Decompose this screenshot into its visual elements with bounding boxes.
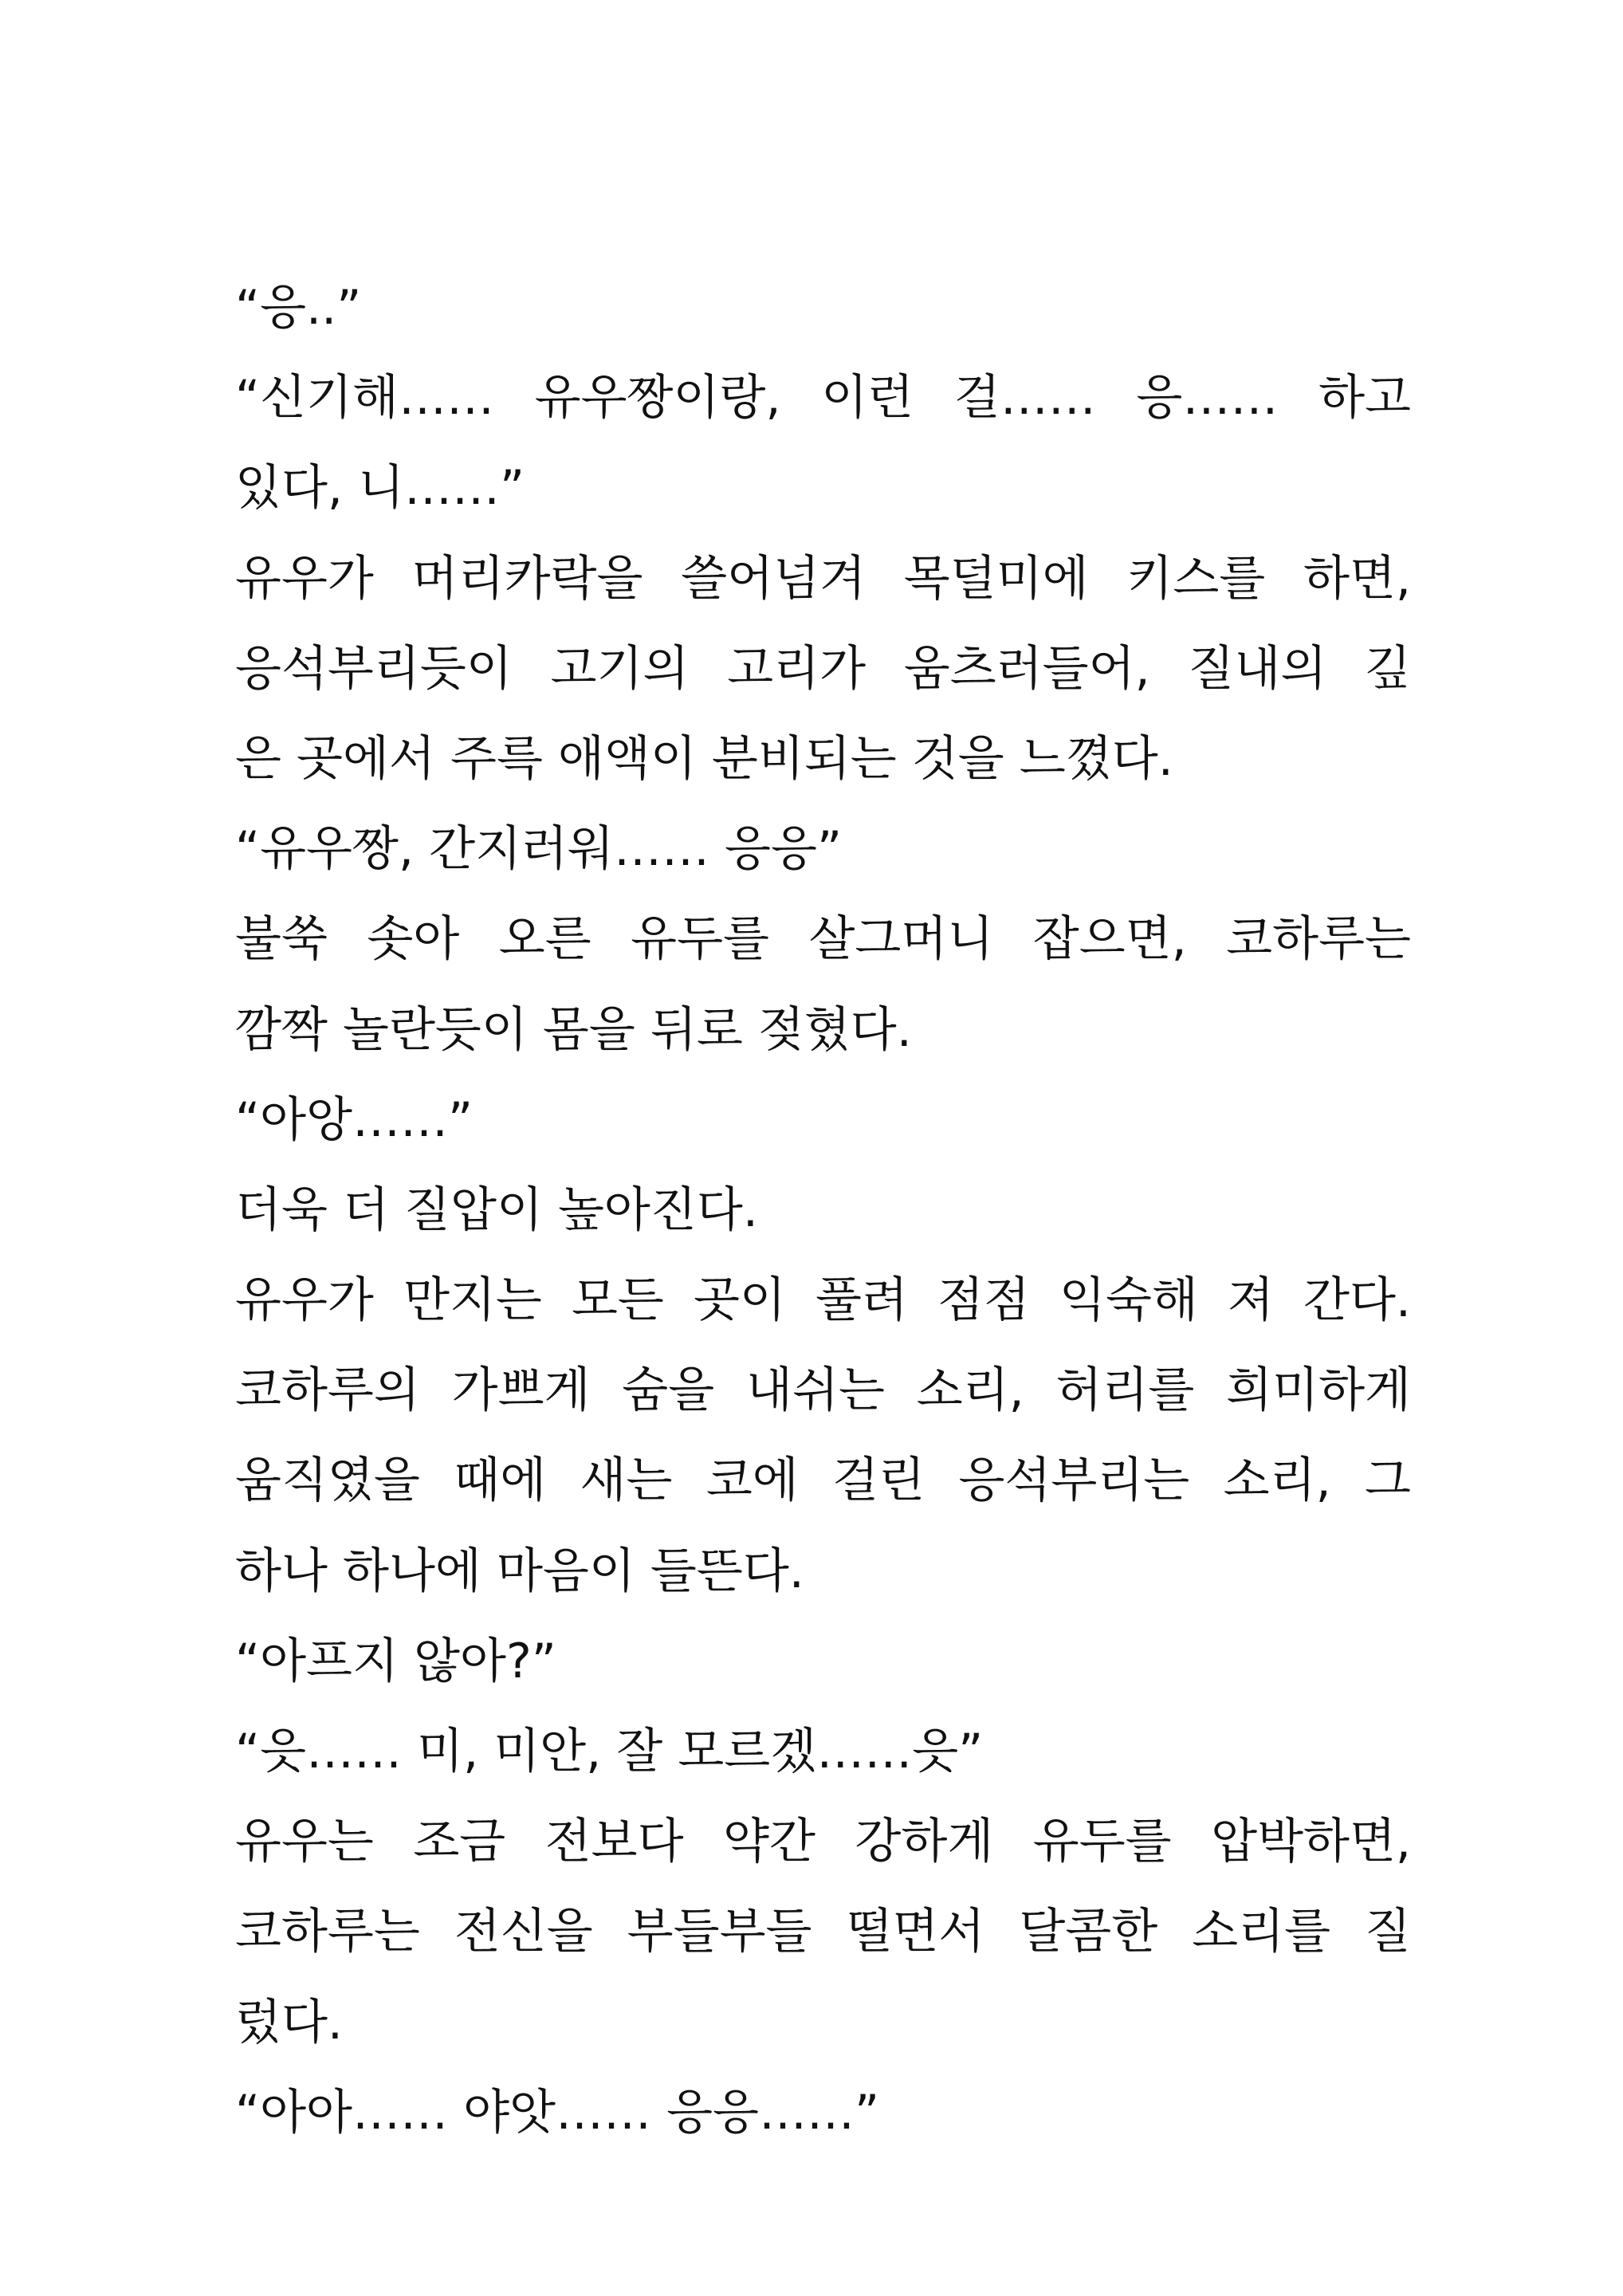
text-line: 깜짝 놀란듯이 몸을 뒤로 젖혔다.: [235, 1001, 912, 1058]
text-line: 코하루는 전신을 부들부들 떨면서 달콤한 소리를 질: [235, 1904, 1411, 1960]
text-line: “유우짱, 간지러워…… 응응”: [235, 821, 843, 878]
text-line: 유우는 조금 전보다 약간 강하게 유두를 압박하면,: [235, 1814, 1411, 1870]
text-line: 은 곳에서 주륵 애액이 분비되는 것을 느꼈다.: [235, 730, 1173, 787]
text-line: 있다, 니……”: [235, 460, 525, 517]
text-line: 렀다.: [235, 1994, 343, 2050]
text-line: “신기해…… 유우짱이랑, 이런 걸…… 응…… 하고: [235, 370, 1411, 427]
text-line: “아앙……”: [235, 1091, 474, 1148]
text-line: 불쑥 솟아 오른 유두를 살그머니 잡으면, 코하루는: [235, 911, 1411, 968]
text-line: 응석부리듯이 고기의 고리가 움츠러들어, 질내의 깊: [235, 640, 1411, 697]
text-line: 움직였을 때에 새는 코에 걸린 응석부리는 소리, 그: [235, 1453, 1411, 1509]
text-line: “아아…… 야앗…… 응응……”: [235, 2084, 880, 2141]
body-text: [235, 263, 1411, 2158]
text-line: “아프지 않아?”: [235, 1633, 556, 1689]
text-line: 더욱 더 질압이 높아진다.: [235, 1181, 758, 1238]
text-line: 하나 하나에 마음이 들뜬다.: [235, 1543, 804, 1599]
text-line: 유우가 머리카락을 쓸어넘겨 목덜미에 키스를 하면,: [235, 550, 1411, 607]
text-line: 코하루의 가쁘게 숨을 내쉬는 소리, 허리를 희미하게: [235, 1362, 1411, 1419]
text-line: 유우가 만지는 모든 곳이 풀려 점점 익숙해 져 간다.: [235, 1272, 1411, 1329]
text-line: “응..”: [235, 280, 362, 336]
text-line: “읏…… 미, 미안, 잘 모르겠……읏”: [235, 1724, 984, 1779]
